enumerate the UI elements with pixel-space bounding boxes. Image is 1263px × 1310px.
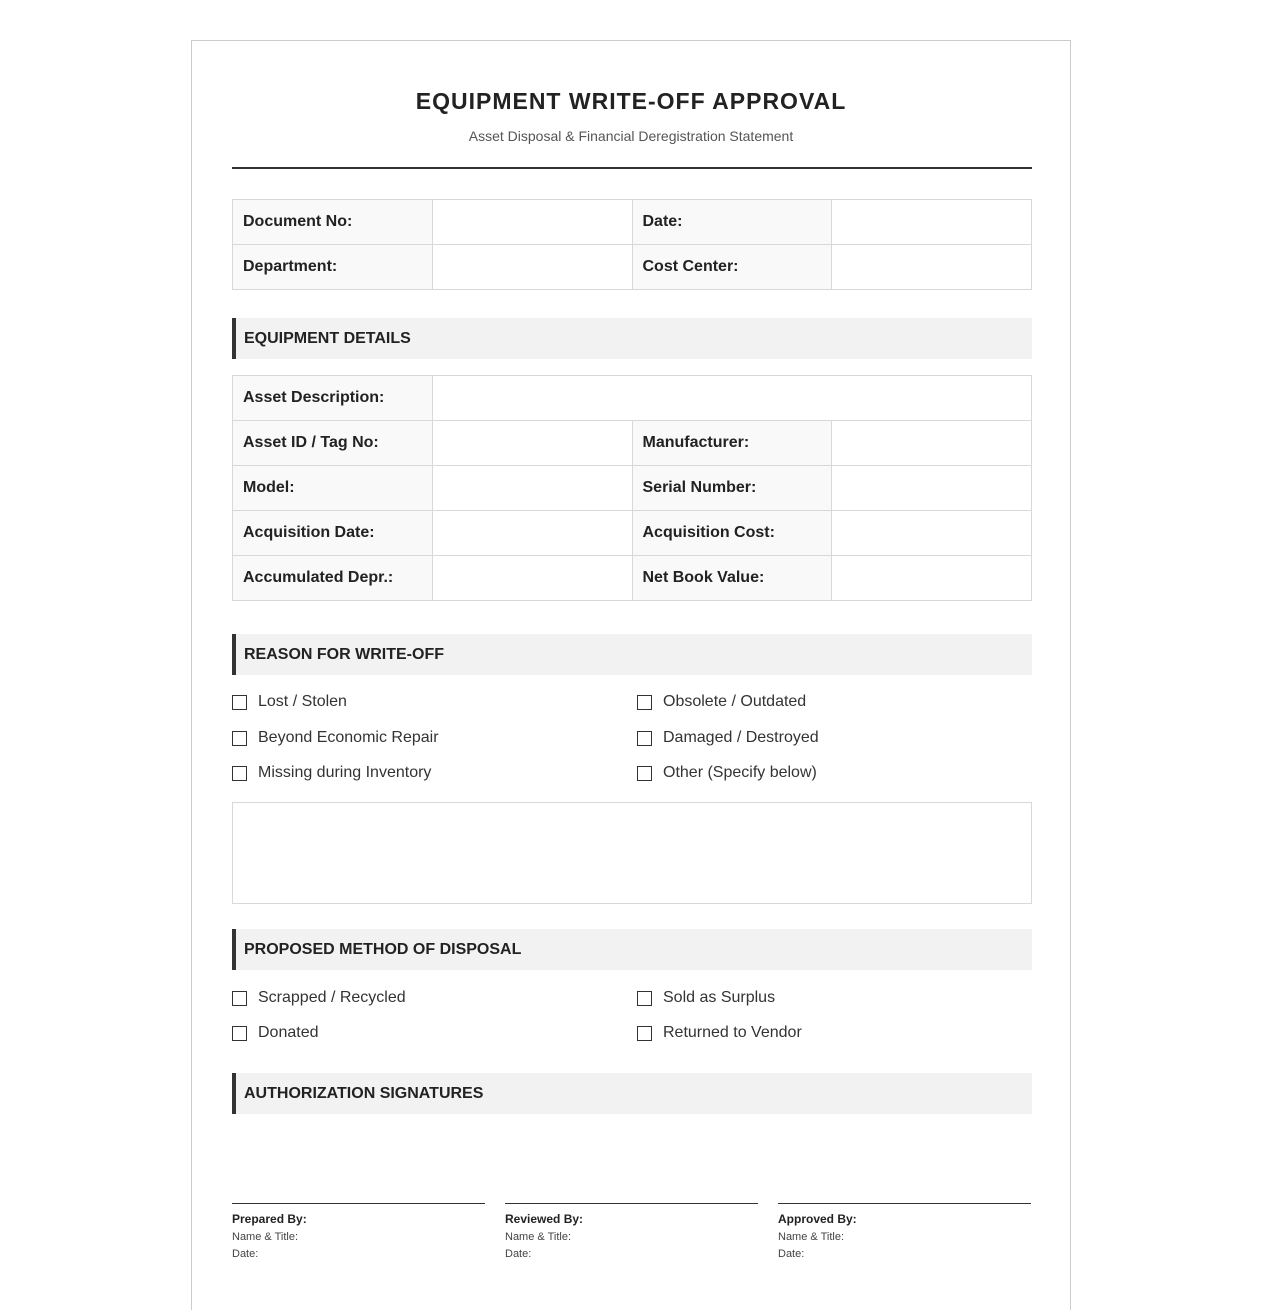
checkbox-label: Lost / Stolen	[258, 693, 347, 710]
disposal-option-sold[interactable]	[637, 988, 775, 1008]
signature-line[interactable]	[232, 1203, 485, 1204]
equipment-details-header: EQUIPMENT DETAILS	[232, 318, 1032, 359]
acquisition-date-label: Acquisition Date:	[233, 511, 433, 556]
form-title: EQUIPMENT WRITE-OFF APPROVAL	[415, 88, 847, 114]
signatures-header: AUTHORIZATION SIGNATURES	[232, 1073, 1032, 1114]
signature-block-reviewed	[505, 1203, 758, 1265]
form-subtitle: Asset Disposal & Financial Deregistration Statement	[468, 128, 794, 144]
checkbox[interactable]	[637, 731, 652, 746]
checkbox-label: Donated	[258, 1024, 319, 1041]
signature-role: Prepared By:	[232, 1212, 307, 1226]
document-info-section	[232, 199, 1032, 290]
department-label: Department:	[233, 245, 433, 290]
acquisition-cost-label: Acquisition Cost:	[632, 511, 832, 556]
date-field[interactable]	[832, 200, 1032, 245]
reason-option-lost-stolen[interactable]	[232, 692, 347, 712]
reason-option-beyond-repair[interactable]	[232, 728, 439, 748]
asset-id-field[interactable]	[432, 421, 632, 466]
checkbox-label: Beyond Economic Repair	[258, 729, 439, 746]
reason-option-damaged[interactable]	[637, 728, 819, 748]
model-field[interactable]	[432, 466, 632, 511]
asset-description-label: Asset Description:	[233, 376, 433, 421]
checkbox[interactable]	[232, 766, 247, 781]
asset-id-label: Asset ID / Tag No:	[233, 421, 433, 466]
checkbox-label: Missing during Inventory	[258, 764, 432, 781]
disposal-option-returned[interactable]	[637, 1023, 802, 1043]
title-divider	[232, 167, 1032, 169]
checkbox[interactable]	[637, 695, 652, 710]
manufacturer-label: Manufacturer:	[632, 421, 832, 466]
reason-option-other[interactable]	[637, 763, 817, 783]
date-label: Date:	[632, 200, 832, 245]
asset-description-field[interactable]	[432, 376, 1031, 421]
net-book-value-label: Net Book Value:	[632, 556, 832, 601]
disposal-header: PROPOSED METHOD OF DISPOSAL	[232, 929, 1032, 970]
accumulated-depr-field[interactable]	[432, 556, 632, 601]
table-row	[233, 556, 1032, 601]
form-page	[191, 40, 1071, 1310]
checkbox[interactable]	[232, 991, 247, 1006]
table-row	[233, 376, 1032, 421]
reason-header: REASON FOR WRITE-OFF	[232, 634, 1032, 675]
signature-role: Approved By:	[778, 1212, 857, 1226]
checkbox[interactable]	[232, 695, 247, 710]
table-row	[233, 421, 1032, 466]
checkbox[interactable]	[232, 731, 247, 746]
disposal-option-scrapped[interactable]	[232, 988, 406, 1008]
checkbox-label: Scrapped / Recycled	[258, 989, 406, 1006]
reason-option-obsolete[interactable]	[637, 692, 806, 712]
cost-center-field[interactable]	[832, 245, 1032, 290]
model-label: Model:	[233, 466, 433, 511]
signature-date-label: Date:	[505, 1248, 532, 1260]
net-book-value-field[interactable]	[832, 556, 1032, 601]
table-row	[233, 466, 1032, 511]
checkbox-label: Other (Specify below)	[663, 764, 817, 781]
document-info-table	[232, 199, 1032, 290]
signature-date-label: Date:	[232, 1248, 259, 1260]
table-row	[233, 511, 1032, 556]
signature-role: Reviewed By:	[505, 1212, 584, 1226]
reason-option-missing[interactable]	[232, 763, 431, 783]
reason-specify-textarea[interactable]	[232, 802, 1032, 904]
equipment-details-table	[232, 375, 1032, 601]
manufacturer-field[interactable]	[832, 421, 1032, 466]
signature-line[interactable]	[778, 1203, 1031, 1204]
checkbox-label: Sold as Surplus	[663, 989, 776, 1006]
checkbox-label: Returned to Vendor	[663, 1024, 802, 1041]
table-row	[233, 200, 1032, 245]
document-no-label: Document No:	[233, 200, 433, 245]
name-title-label: Name & Title:	[778, 1231, 845, 1243]
serial-number-field[interactable]	[832, 466, 1032, 511]
name-title-label: Name & Title:	[505, 1231, 572, 1243]
cost-center-label: Cost Center:	[632, 245, 832, 290]
checkbox-label: Obsolete / Outdated	[663, 693, 807, 710]
checkbox[interactable]	[637, 1026, 652, 1041]
checkbox-label: Damaged / Destroyed	[663, 729, 819, 746]
checkbox[interactable]	[637, 991, 652, 1006]
signature-line[interactable]	[505, 1203, 758, 1204]
signature-block-prepared	[232, 1203, 485, 1265]
checkbox[interactable]	[232, 1026, 247, 1041]
signature-date-label: Date:	[778, 1248, 805, 1260]
department-field[interactable]	[432, 245, 632, 290]
checkbox[interactable]	[637, 766, 652, 781]
disposal-option-donated[interactable]	[232, 1023, 319, 1043]
acquisition-date-field[interactable]	[432, 511, 632, 556]
name-title-label: Name & Title:	[232, 1231, 299, 1243]
acquisition-cost-field[interactable]	[832, 511, 1032, 556]
document-no-field[interactable]	[432, 200, 632, 245]
signature-block-approved	[778, 1203, 1031, 1265]
equipment-details-section	[232, 375, 1032, 601]
serial-number-label: Serial Number:	[632, 466, 832, 511]
table-row	[233, 245, 1032, 290]
accumulated-depr-label: Accumulated Depr.:	[233, 556, 433, 601]
